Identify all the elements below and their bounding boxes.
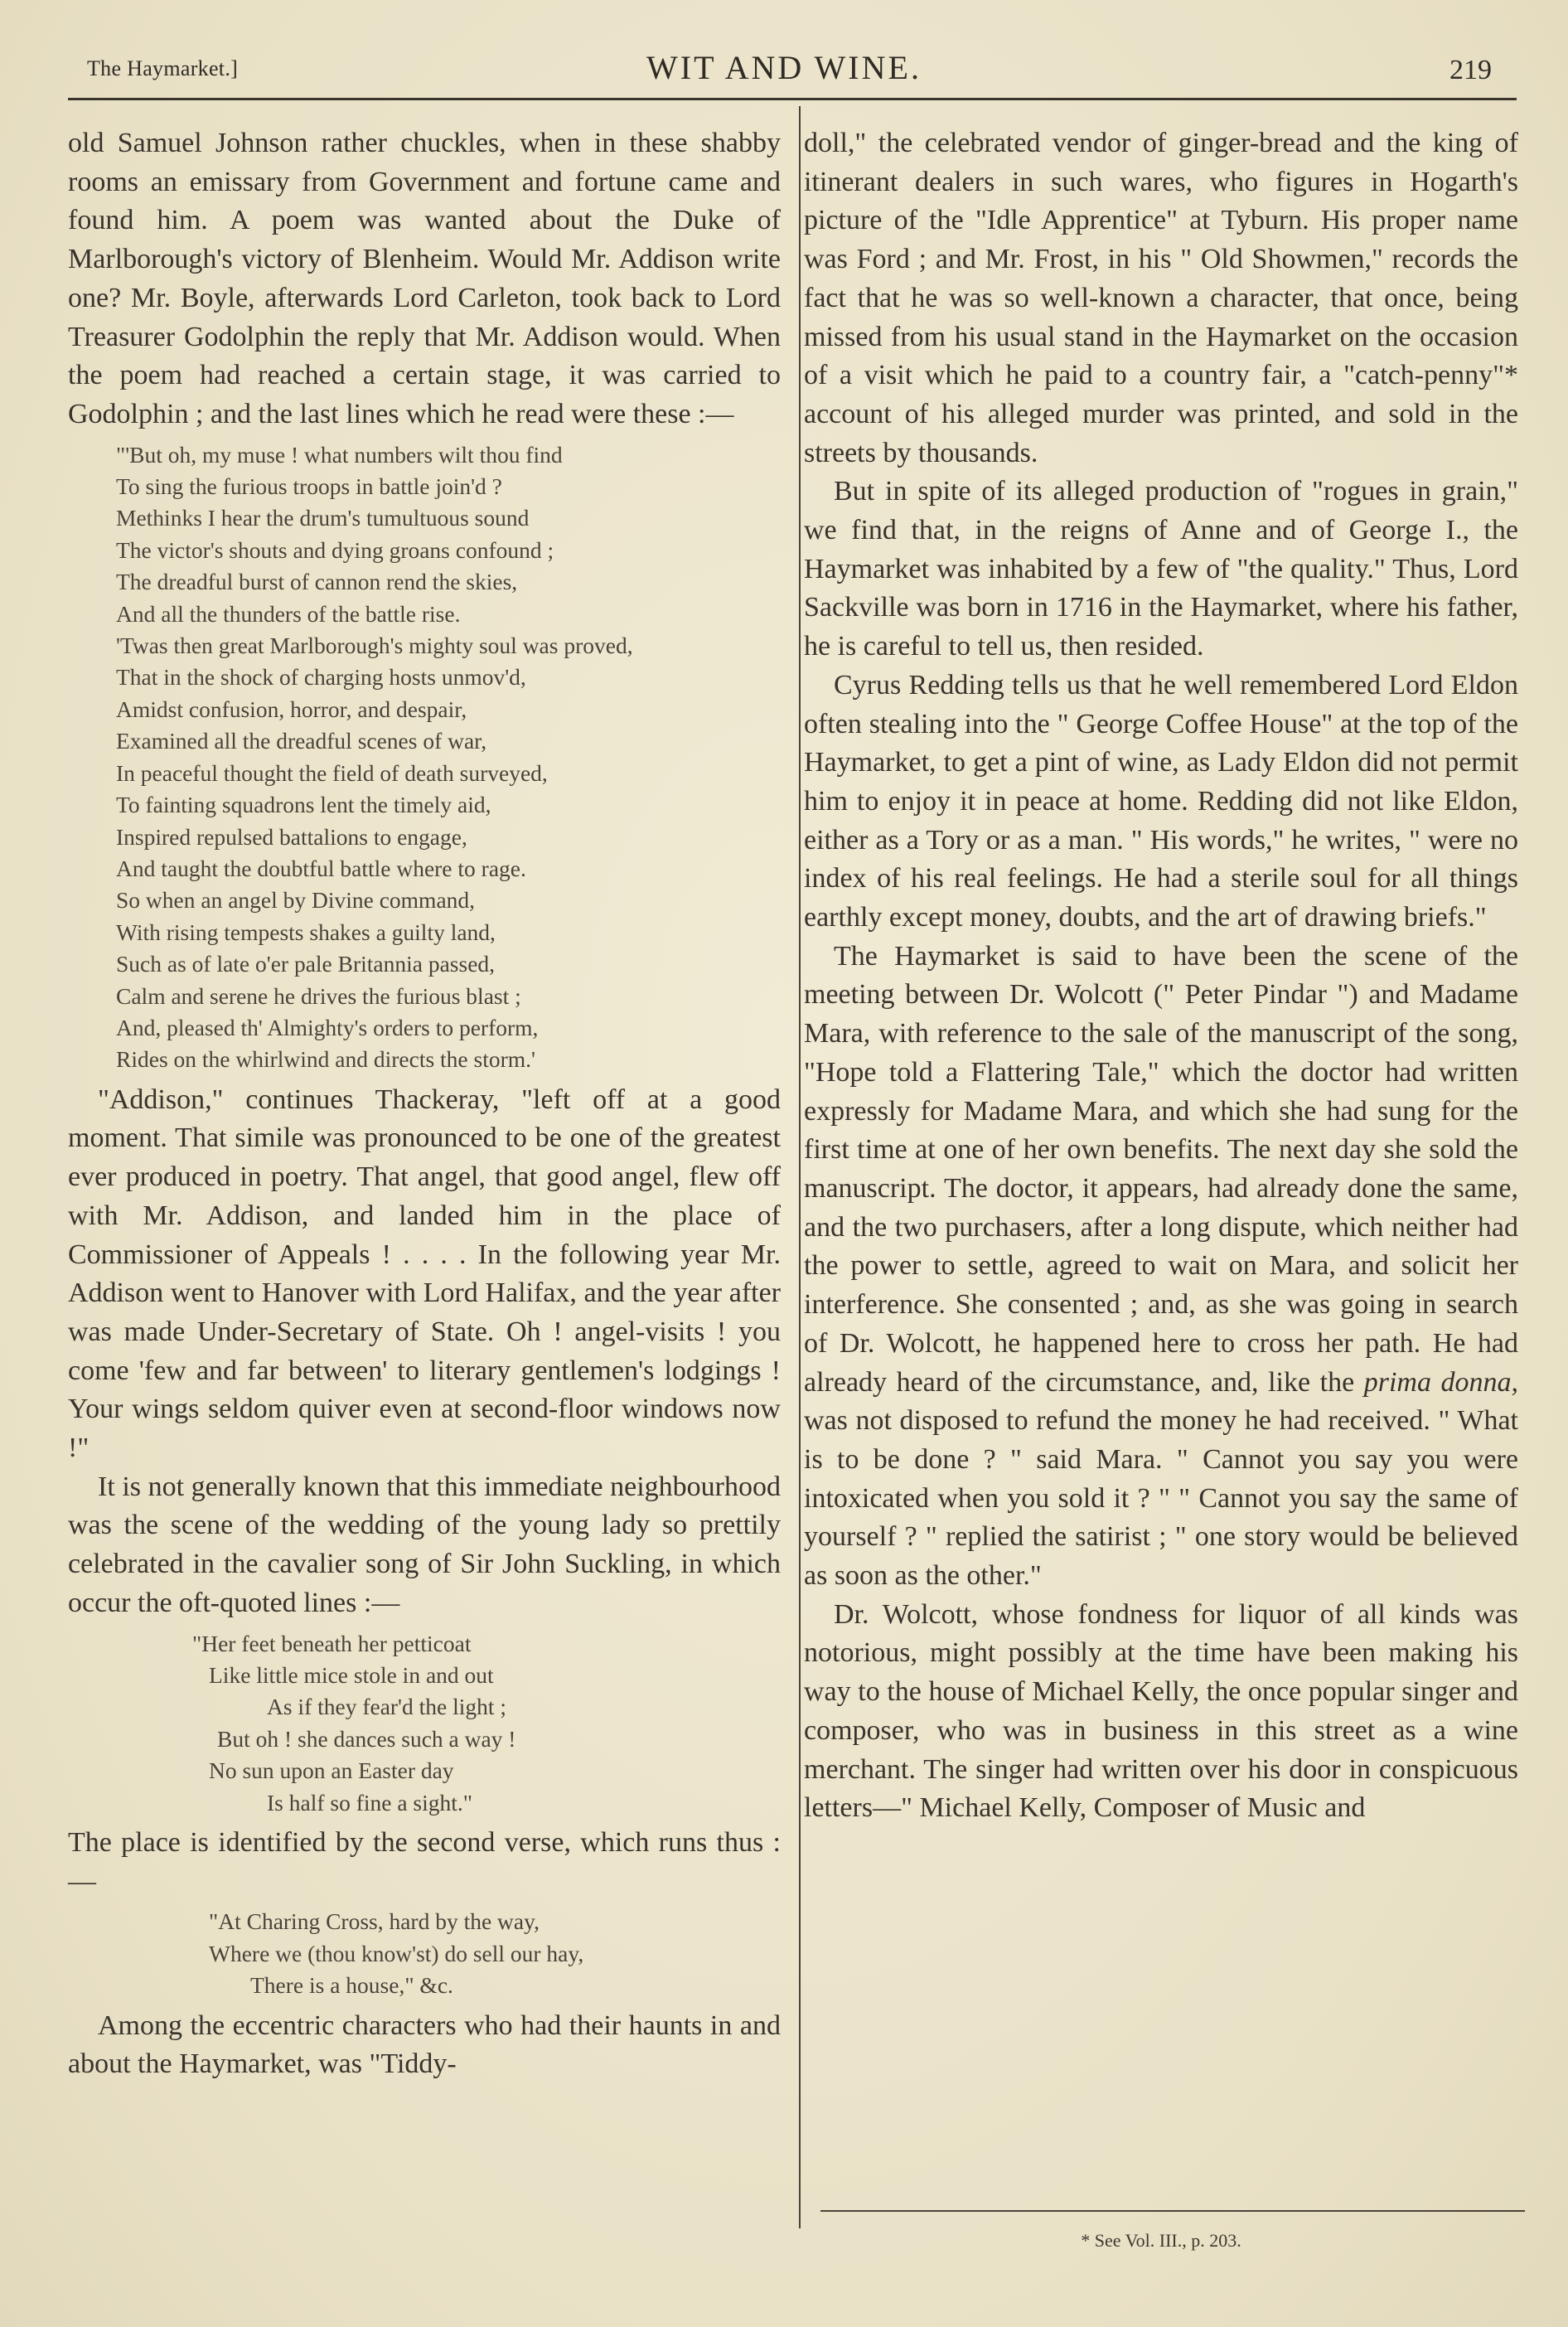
poem-line: The dreadful burst of cannon rend the skies, — [116, 569, 518, 595]
poem-line: Methinks I hear the drum's tumultuous sound — [116, 505, 530, 531]
poem-line: Is half so fine a sight." — [267, 1789, 472, 1816]
left-paragraph-4: The place is identified by the second verse, which runs thus :— — [68, 1827, 781, 1897]
column-divider — [799, 106, 801, 2228]
paragraph-text: was not disposed to refund the money he had received. " What is to be done ? " said Mara. " Cannot you say you were intoxicated when you sold it ? " " Cannot you say the same of yourself ? " replied the satirist ; " one story would be believed as soon as the other." — [804, 1405, 1518, 1592]
poem-line: With rising tempests shakes a guilty land, — [116, 919, 496, 945]
left-paragraph-5: Among the eccentric characters who had their haunts in and about the Haymarket, was "Tiddy- — [68, 2009, 781, 2080]
charing-cross-verse — [209, 1906, 781, 2001]
poem-line: There is a house," &c. — [250, 1972, 453, 1999]
right-paragraph-4 — [804, 938, 1518, 1596]
right-paragraph-5: Dr. Wolcott, whose fondness for liquor of all kinds was notorious, might possibly at the time have been making his way to the house of Michael Kelly, the once popular singer and composer, who was in business in this street as a wine merchant. The singer had written over his door in conspicuous letters—" Michael Kelly, Composer of Music and — [804, 1598, 1518, 1824]
poem-line: Where we (thou know'st) do sell our hay, — [209, 1940, 584, 1966]
italic-phrase: prima donna, — [1363, 1366, 1518, 1398]
poem-line: To sing the furious troops in battle join'd ? — [116, 473, 502, 500]
poem-line: "'But oh, my muse ! what numbers wilt thou find — [116, 441, 563, 468]
running-section: The Haymarket.] — [87, 56, 239, 80]
poem-line: And, pleased th' Almighty's orders to perform, — [116, 1014, 539, 1040]
right-column — [804, 124, 1518, 1828]
poem-line: As if they fear'd the light ; — [267, 1694, 507, 1720]
poem-line: Rides on the whirlwind and directs the storm.' — [116, 1046, 535, 1073]
page-number: 219 — [1449, 55, 1492, 85]
header-rule — [68, 98, 1517, 100]
poem-line: So when an angel by Divine command, — [116, 887, 476, 914]
poem-line: Amidst confusion, horror, and despair, — [116, 696, 467, 722]
left-paragraph-1: old Samuel Johnson rather chuckles, when in these shabby rooms an emissary from Government and fortune came and found him. A poem was wanted about the Duke of Marlborough's victory of Blenheim. Would Mr. Addison write one? Mr. Boyle, afterwards Lord Carleton, took back to Lord Treasurer Godolphin the reply that Mr. Addison would. When the poem had reached a certain stage, it was carried to Godolphin ; and the last lines which he read were these :— — [68, 128, 781, 429]
poem-line: That in the shock of charging hosts unmov'd, — [116, 664, 526, 691]
footnote: * See Vol. III., p. 203. — [1081, 2230, 1241, 2251]
poem-line: Calm and serene he drives the furious blast ; — [116, 982, 521, 1009]
poem-line: Examined all the dreadful scenes of war, — [116, 728, 487, 754]
poem-line: "At Charing Cross, hard by the way, — [209, 1908, 540, 1935]
addison-poem — [116, 439, 781, 1076]
right-paragraph-1: doll," the celebrated vendor of ginger-bread and the king of itinerant dealers in such wares, who figures in Hogarth's picture of the "Idle Apprentice" at Tyburn. His proper name was Ford ; and Mr. Frost, in his " Old Showmen," records the fact that he was so well-known a character, that once, being missed from his usual stand in the Haymarket on the occasion of a visit which he paid to a country fair, a "catch-penny"* account of his alleged murder was printed, and sold in the streets by thousands. — [804, 128, 1518, 468]
suckling-poem — [192, 1628, 781, 1819]
left-paragraph-2: "Addison," continues Thackeray, "left off at a good moment. That simile was pronounced to be one of the greatest ever produced in poetry. That angel, that good angel, flew off with Mr. Addison, and landed him in the place of Commissioner of Appeals ! . . . . In the following year Mr. Addison went to Hanover with Lord Halifax, and the year after was made Under-Secretary of State. Oh ! angel-visits ! you come 'few and far between' to literary gentlemen's lodgings ! Your wings seldom quiver even at second-floor windows now !" — [68, 1084, 781, 1464]
footnote-rule — [820, 2210, 1525, 2212]
poem-line: No sun upon an Easter day — [209, 1757, 454, 1784]
poem-line: To fainting squadrons lent the timely aid, — [116, 792, 491, 818]
paragraph-text: The Haymarket is said to have been the scene of the meeting between Dr. Wolcott (" Peter Pindar ") and Madame Mara, with reference to the sale of the manuscript of the song, "Hope told a Flattering Tale," which the doctor had written expressly for Madame Mara, and which she had sung for the first time at one of her own benefits. The next day she sold the manuscript. The doctor, it appears, had already done the same, and the two purchasers, after a long dispute, which neither had the power to settle, agreed to wait on Mara, and solicit her interference. She consented ; and, as she was going in search of Dr. Wolcott, he happened here to cross her path. He had already heard of the circumstance, and, like the — [804, 940, 1518, 1398]
right-paragraph-2: But in spite of its alleged production of "rogues in grain," we find that, in the reigns of Anne and of George I., the Haymarket was inhabited by a few of "the quality." Thus, Lord Sackville was born in 1716 in the Haymarket, where his father, he is careful to tell us, then resided. — [804, 476, 1518, 662]
poem-line: "Her feet beneath her petticoat — [192, 1630, 472, 1656]
poem-line: In peaceful thought the field of death surveyed, — [116, 759, 548, 786]
poem-line: And all the thunders of the battle rise. — [116, 600, 461, 627]
left-paragraph-3: It is not generally known that this immediate neighbourhood was the scene of the wedding of the young lady so prettily celebrated in the cavalier song of Sir John Suckling, in which occur the oft-quoted lines :— — [68, 1471, 781, 1618]
poem-line: But oh ! she dances such a way ! — [217, 1725, 516, 1752]
poem-line: And taught the doubtful battle where to rage. — [116, 855, 526, 881]
left-column — [68, 124, 781, 2084]
running-title: WIT AND WINE. — [646, 49, 922, 86]
poem-line: 'Twas then great Marlborough's mighty soul was proved, — [116, 633, 633, 659]
poem-line: Like little mice stole in and out — [209, 1662, 494, 1688]
poem-line: Inspired repulsed battalions to engage, — [116, 823, 467, 850]
poem-line: The victor's shouts and dying groans confound ; — [116, 536, 554, 563]
poem-line: Such as of late o'er pale Britannia passed, — [116, 951, 496, 977]
right-paragraph-3: Cyrus Redding tells us that he well remembered Lord Eldon often stealing into the " George Coffee House" at the top of the Haymarket, to get a pint of wine, as Lady Eldon did not permit him to enjoy it in peace at home. Redding did not like Eldon, either as a Tory or as a man. " His words," he writes, " were no index of his real feelings. He had a sterile soul for all things earthly except money, doubts, and the art of drawing briefs." — [804, 669, 1518, 933]
